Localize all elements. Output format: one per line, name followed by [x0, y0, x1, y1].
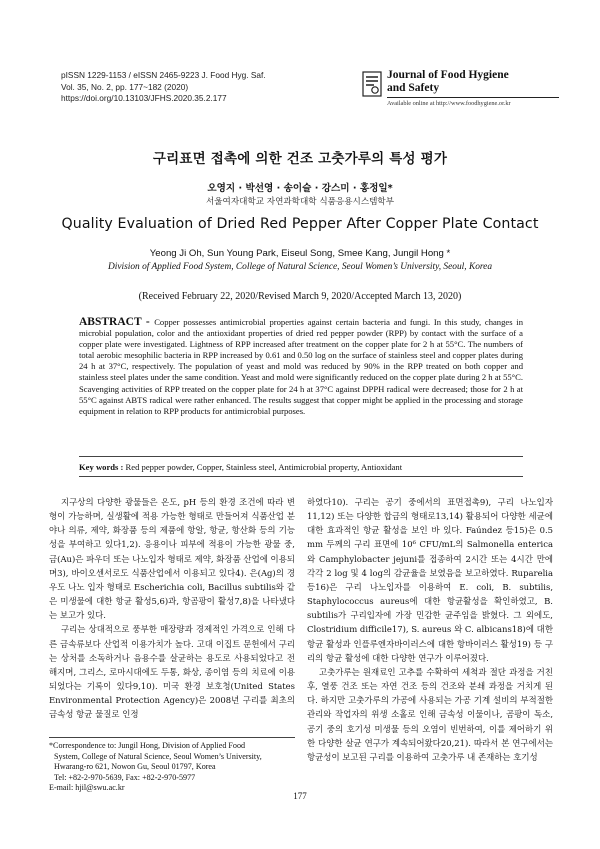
keywords-text: Red pepper powder, Copper, Stainless steel, Antimicrobial property, Antioxidant: [125, 462, 403, 472]
abstract-heading: ABSTRACT -: [79, 316, 155, 328]
divider: [79, 476, 523, 477]
body-paragraph: 고춧가루는 원재료인 고추를 수확하여 세척과 절단 과정을 거친 후, 열풍 건조 또는 자연 건조 등의 건조와 분쇄 과정을 거치게 된다. 하지만 고춧가루의 가공에 사용되는 가공 기계 설비의 부적절한 관리와 작업자의 위생 소홀로 인해 금속성 이물이나, 곰팡이 독소, 공기 중의 호기성 미생물 등의 오염이 빈번하여, 이를 제어하기 위한 다양한 살균 연구가 계속되어왔다20,21). 따라서 본 연구에서는 항균성이 보고된 구리를 이용하여 고춧가루 내 존재하는 호기성: [307, 666, 553, 762]
english-title: Quality Evaluation of Dried Red Pepper After Copper Plate Contact: [61, 216, 539, 232]
doi-link[interactable]: https://doi.org/10.13103/JFHS.2020.35.2.177: [61, 93, 227, 103]
keywords: [79, 462, 523, 472]
footnote-line: Hwarang-ro 621, Nowon Gu, Seoul 01797, Korea: [54, 762, 216, 772]
korean-affiliation: 서울여자대학교 자연과학대학 식품응용시스템학부: [205, 197, 395, 207]
journal-citation-header: [61, 70, 266, 105]
received-dates: (Received February 22, 2020/Revised March 9, 2020/Accepted March 13, 2020): [138, 291, 462, 302]
english-authors: Yeong Ji Oh, Sun Young Park, Eiseul Song, Smee Kang, Jungil Hong *: [149, 248, 451, 259]
journal-logo-block: [362, 69, 552, 105]
issn-line: pISSN 1229-1153 / eISSN 2465-9223 J. Food Hyg. Saf.: [61, 70, 266, 80]
body-paragraph: 하였다10). 구리는 공기 중에서의 표면접촉9), 구리 나노입자11,12) 또는 다양한 합금의 형태로13,14) 활용되어 다양한 세균에 대한 효과적인 항균 활성을 보인 바 있다. Faúndez 등15)은 0.5 mm 두께의 구리 표면에 10⁶ CFU/mL의 Salmonella enterica와 Camphylobacter jejuni를 접종하여 2시간 또는 4시간 만에 각각 2 log 및 4 log의 감균율을 보였음을 보고하였다. Ruparelia 등16)은 구리 나노입자를 이용하여 E. coli, B. subtilis, Staphylococcus aureus에 대한 항균활성을 확인하였고, B. subtilis가 구리입자에 가장 민감한 균주임을 밝혔다. 그 외에도, Clostridium difficile17), S. aureus 와 C. albicans18)에 대한 항균 활성과 인플루엔자바이러스에 대한 항바이러스 활성19) 등 구리의 항균 활성에 대한 다양한 연구가 이루어졌다.: [307, 497, 553, 663]
divider: [79, 456, 523, 457]
body-paragraph: 구리는 상대적으로 풍부한 매장량과 경제적인 가격으로 인해 다른 금속류보다 산업적 이용가치가 높다. 고대 이집트 문헌에서 구리는 상처를 소독하거나 음용수를 살균하는 용도로 사용되었다고 전해지며, 그리스, 로마시대에도 두통, 화상, 종이염 등의 치료에 이용되었다는 기록이 있다9,10). 미국 환경 보호청(United States Environmental Protection Agency)은 2008년 구리를 최초의 금속성 항균 물질로 인정: [49, 624, 295, 720]
footnote-email[interactable]: E-mail: hjil@swu.ac.kr: [49, 783, 125, 793]
footnote-line: System, College of Natural Science, Seoul Women’s University,: [54, 751, 262, 761]
body-paragraph: 지구상의 다양한 광물들은 온도, pH 등의 환경 조건에 따라 변형이 가능하며, 실생활에 적용 가능한 형태로 만들어져 식품산업 분야나 의류, 제약, 화장품 등의 제품에 항알, 항균, 항산화 등의 기능성을 부여하고 있다1,2). 응용이나 피부에 적용이 가능한 광물 중, 금(Au)은 파우더 또는 나노입자 형태로 제약, 화장품 산업에 이용되며3), 바이오센서로도 식품산업에서 이용되고 있다4). 은(Ag)의 경우도 나노 입자 형태로 Escherichia coli, Bacillus subtilis와 같은 미생물에 대한 항균 활성5,6)과, 항곰팡이 활성7,8)을 나타냈다는 보고가 있다.: [49, 497, 296, 621]
journal-title-rule: [387, 97, 559, 98]
abstract: [79, 317, 523, 417]
korean-title: 구리표면 접촉에 의한 건조 고춧가루의 특성 평가: [152, 151, 448, 167]
volume-line: Vol. 35, No. 2, pp. 177~182 (2020): [61, 81, 189, 92]
journal-title-line1: Journal of Food Hygiene: [387, 69, 509, 81]
correspondence-footnote: [49, 741, 301, 794]
page-number: 177: [293, 791, 307, 801]
body-column-left: [49, 495, 295, 722]
footnote-line: Tel: +82-2-970-5639, Fax: +82-2-970-5977: [54, 772, 196, 782]
footnote-rule: [49, 737, 295, 738]
journal-title-line2: and Safety: [387, 81, 440, 94]
abstract-text: Copper possesses antimicrobial properties against certain bacteria and fungi. In this study, changes in microbial population, color and the antioxidant properties of dried red pepper powder (RPP) by contact with the surface of a copper plate were investigated. Lightness of RPP increased after treatment on the copper plate for 2 h at 55°C. The numbers of total aerobic mesophilic bacteria in RPP increased by 0.61 and 0.50 log on the surface of stainless steel and copper plates during 24 h at 37°C, respectively. The population of yeast and mold was reduced by 90% in the RPP treated on both copper and stainless steel plates under the same condition. Yeast and mold were significantly reduced on the copper plate during 2 h at 55°C. Scavenging activities of RPP treated on the copper plate for 24 h at 37°C against DPPH radical were decreased; those for 2 h at 55°C against ABTS radical were rather enhanced. The results suggest that copper might be applied in the processing and storage equipment in relation to RPP products for antimicrobial purposes.: [79, 317, 523, 416]
body-column-right: [307, 495, 553, 764]
english-affiliation: Division of Applied Food System, College of Natural Science, Seoul Women’s University, Seoul, Korea: [107, 262, 493, 272]
journal-online-url[interactable]: Available online at http://www.foodhygiene.or.kr: [387, 100, 511, 107]
korean-authors: 오영지 · 박선영 · 송이슬 · 강스미 · 홍정일*: [207, 183, 393, 194]
journal-title: [387, 69, 509, 94]
footnote-line: *Correspondence to: Jungil Hong, Division of Applied Food: [49, 741, 246, 750]
keywords-label: Key words :: [79, 462, 126, 472]
journal-logo-icon: [362, 71, 382, 97]
